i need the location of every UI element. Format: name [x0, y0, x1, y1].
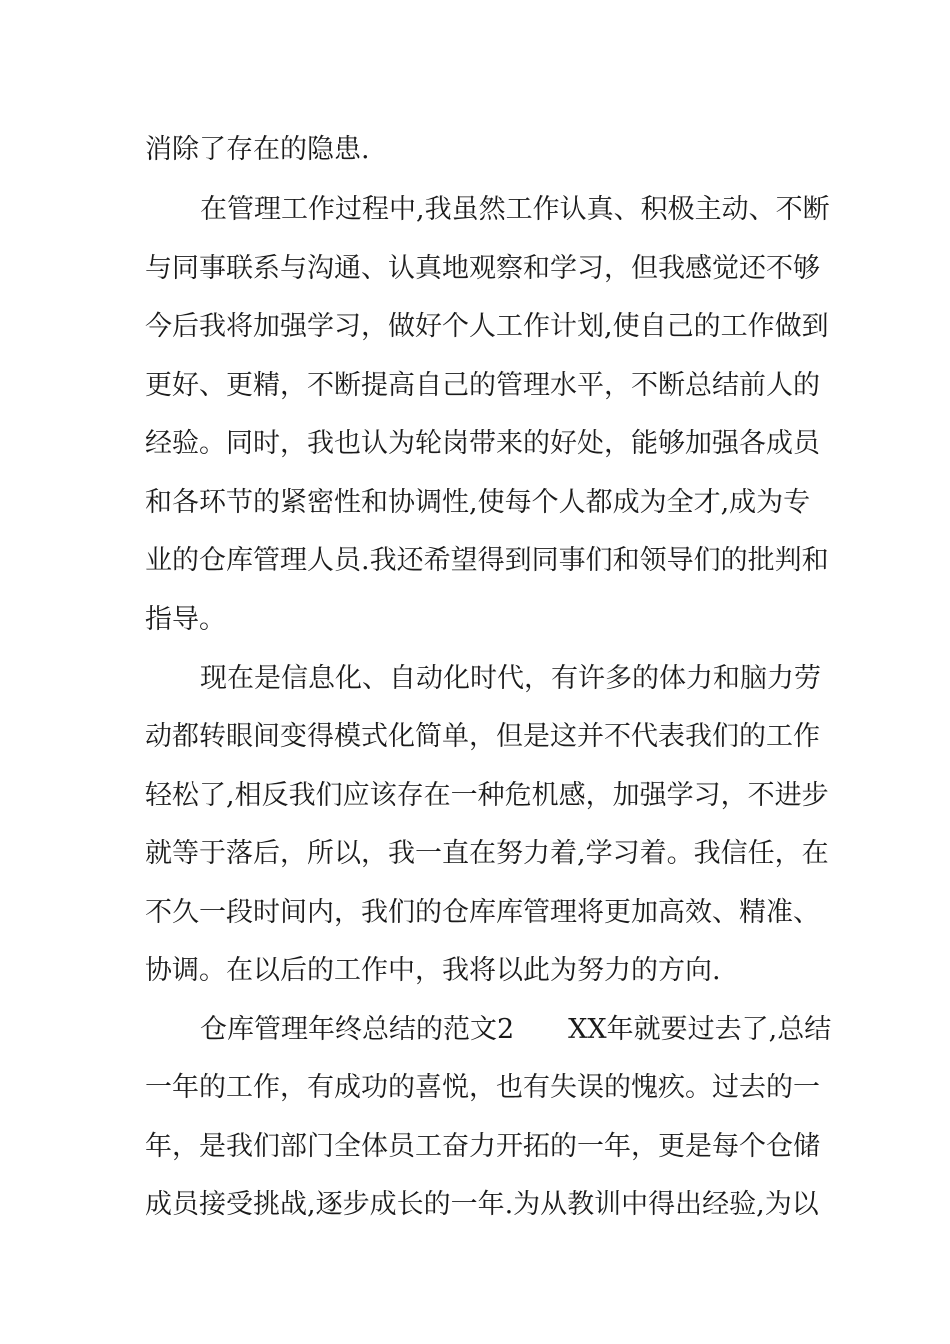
text-line: 消除了存在的隐患. — [145, 134, 370, 165]
text-line: 一年的工作，有成功的喜悦，也有失误的愧疚。过去的一 — [145, 1072, 820, 1103]
text-line: 更好、更精，不断提高自己的管理水平，不断总结前人的 — [145, 370, 820, 401]
text-line: 动都转眼间变得模式化简单，但是这并不代表我们的工作 — [145, 721, 820, 752]
text-line: 轻松了,相反我们应该存在一种危机感，加强学习，不进步 — [145, 780, 829, 811]
paragraph-first-line: 现在是信息化、自动化时代，有许多的体力和脑力劳 — [200, 663, 821, 694]
text-line: 不久一段时间内，我们的仓库库管理将更加高效、精准、 — [145, 897, 820, 928]
text-line: 年，是我们部门全体员工奋力开拓的一年，更是每个仓储 — [145, 1131, 820, 1162]
paragraph-first-line: 仓库管理年终总结的范文2 XX年就要过去了,总结 — [200, 1014, 832, 1045]
text-line: 与同事联系与沟通、认真地观察和学习，但我感觉还不够 — [145, 253, 820, 284]
text-line: 就等于落后，所以，我一直在努力着,学习着。我信任，在 — [145, 838, 829, 869]
text-line: 成员接受挑战,逐步成长的一年.为从教训中得出经验,为以 — [145, 1189, 819, 1220]
text-line: 协调。在以后的工作中，我将以此为努力的方向. — [145, 955, 721, 986]
text-line: 经验。同时，我也认为轮岗带来的好处，能够加强各成员 — [145, 428, 820, 459]
text-line: 今后我将加强学习，做好个人工作计划,使自己的工作做到 — [145, 311, 829, 342]
text-line: 业的仓库管理人员.我还希望得到同事们和领导们的批判和 — [145, 545, 829, 576]
text-line: 指导。 — [145, 604, 226, 635]
paragraph-first-line: 在管理工作过程中,我虽然工作认真、积极主动、不断 — [200, 194, 830, 225]
text-line: 和各环节的紧密性和协调性,使每个人都成为全才,成为专 — [145, 487, 811, 518]
